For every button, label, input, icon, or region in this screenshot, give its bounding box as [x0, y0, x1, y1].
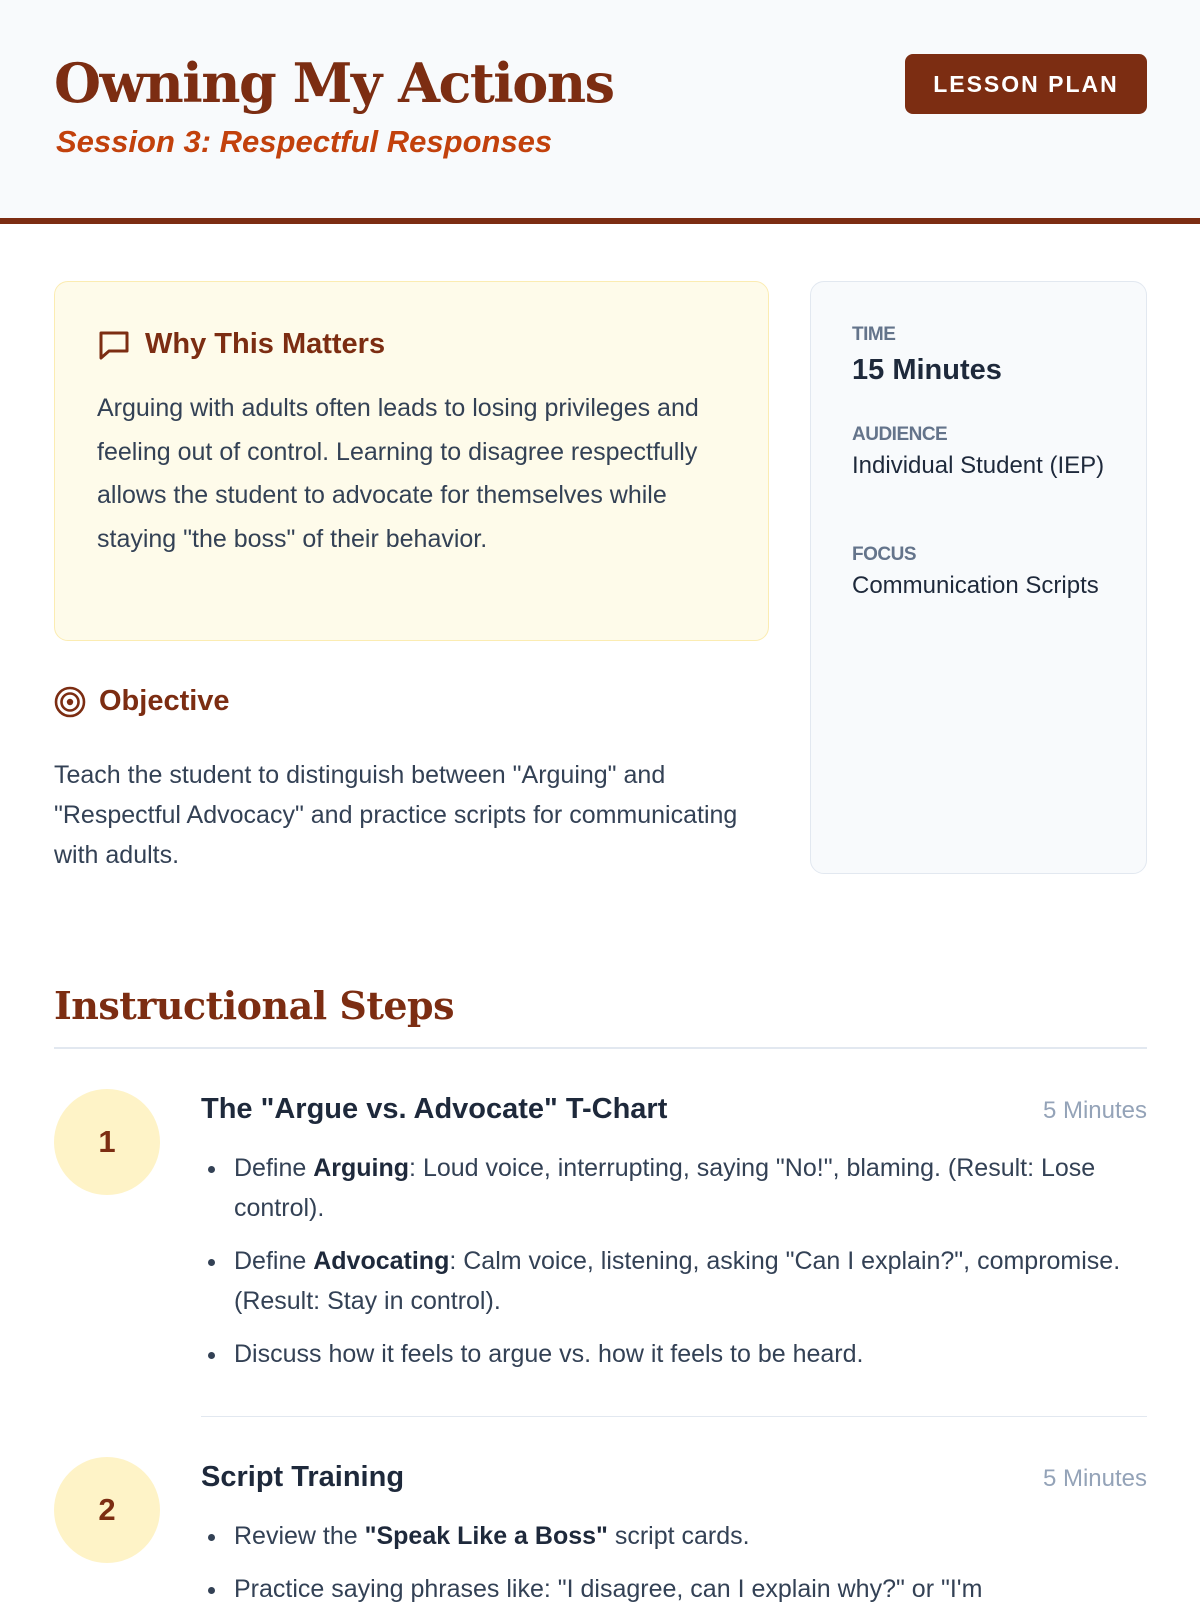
step-items-list [201, 1516, 1147, 1622]
objective-text: Teach the student to distinguish between "Arguing" and "Respectful Advocacy" and practice scripts for communicating with adults. [54, 761, 738, 869]
step-title: The "Argue vs. Advocate" T-Chart [201, 1093, 668, 1125]
objective-header [54, 685, 230, 718]
focus-label: FOCUS [852, 544, 916, 565]
step-items-list [201, 1148, 1147, 1387]
why-this-matters-card [54, 281, 769, 641]
step-title: Script Training [201, 1461, 405, 1493]
objective-title: Objective [99, 685, 230, 717]
list-item: Discuss how it feels to argue vs. how it feels to be heard. [201, 1334, 1147, 1374]
focus-value: Communication Scripts [852, 572, 1099, 599]
why-this-matters-header [97, 328, 385, 361]
why-this-matters-text: Arguing with adults often leads to losing privileges and feeling out of control. Learning to disagree respectfully allows the student to advocate for themselves while staying "the boss" of their behavior. [97, 394, 699, 553]
section-divider [54, 1047, 1147, 1049]
target-icon [54, 686, 86, 718]
step-duration: 5 Minutes [1042, 1465, 1147, 1492]
list-item: Review the "Speak Like a Boss" script cards. [201, 1516, 1147, 1556]
why-this-matters-title: Why This Matters [145, 328, 386, 360]
time-label: TIME [852, 324, 896, 345]
session-subtitle: Session 3: Respectful Responses [56, 124, 553, 159]
step-number-badge: 1 [54, 1089, 160, 1195]
lesson-header [0, 0, 1200, 224]
speech-bubble-icon [97, 329, 131, 361]
instructional-steps-title: Instructional Steps [54, 983, 455, 1028]
list-item: Define Advocating: Calm voice, listening, asking "Can I explain?", compromise. (Result: Stay in control). [201, 1241, 1147, 1321]
audience-label: AUDIENCE [852, 424, 948, 445]
step-number-badge: 2 [54, 1457, 160, 1563]
step-divider [201, 1416, 1147, 1417]
audience-value: Individual Student (IEP) [852, 452, 1105, 479]
list-item: Practice saying phrases like: "I disagree, can I explain why?" or "I'm [201, 1569, 1147, 1609]
list-item: Define Arguing: Loud voice, interrupting, saying "No!", blaming. (Result: Lose control). [201, 1148, 1147, 1228]
lesson-title: Owning My Actions [54, 51, 614, 115]
time-value: 15 Minutes [852, 354, 1002, 386]
step-duration: 5 Minutes [1042, 1097, 1147, 1124]
lesson-meta-card [810, 281, 1147, 874]
lesson-plan-badge: LESSON PLAN [905, 54, 1147, 114]
